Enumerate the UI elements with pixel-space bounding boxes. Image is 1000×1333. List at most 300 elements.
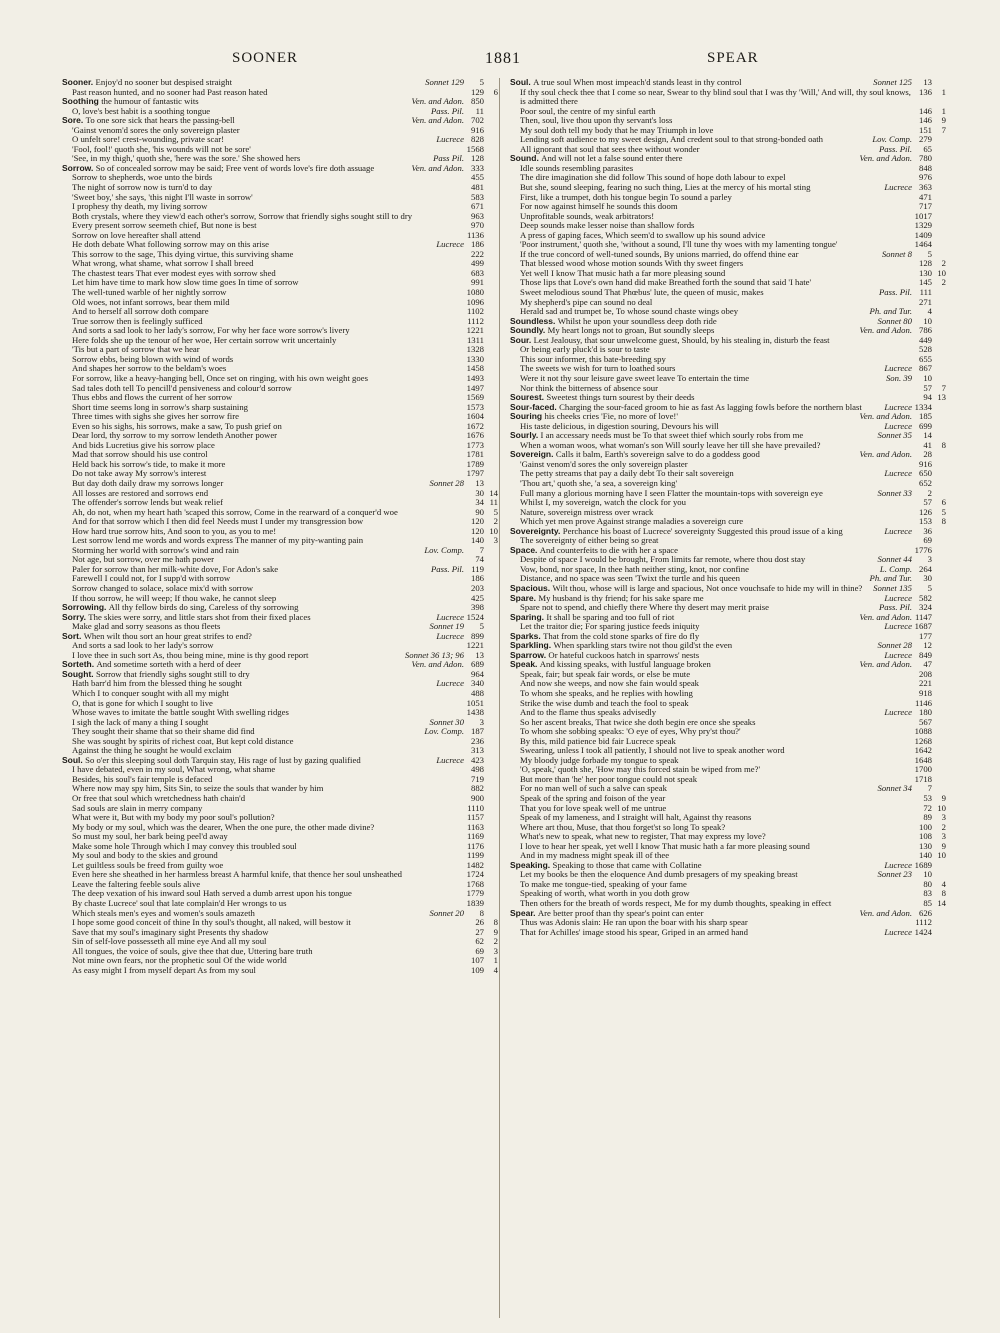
line-number: 1768 [466, 878, 484, 889]
line-number: 964 [470, 668, 484, 679]
quotation: Sorrow ebbs, being blown with wind of words [72, 353, 234, 364]
quotation: Let him have time to mark how slow time goes In time of sorrow [72, 277, 299, 288]
line-number: 111 [919, 287, 932, 298]
line-number: 1604 [466, 411, 484, 422]
quotation: This sorrow to the sage, This dying virtue, this surviving shame [72, 248, 294, 259]
quotation: The sovereignty of either being so great [520, 535, 659, 546]
headword: Spacious. [510, 582, 553, 593]
quotation: Not age, but sorrow, over me hath power [72, 554, 215, 565]
headword: Soundly. [510, 325, 548, 336]
concordance-entry [510, 88, 946, 107]
work-reference: Ven. and Adon. [409, 164, 464, 174]
quotation: I prophesy thy death, my living sorrow [72, 201, 208, 212]
line-number: 126 [918, 506, 932, 517]
secondary-line-number: 14 [937, 898, 946, 909]
headword: Soul. [510, 77, 534, 87]
secondary-line-number: 4 [941, 878, 946, 889]
line-number: 1147 [914, 611, 932, 622]
line-number: 14 [923, 430, 932, 441]
headword: Sparkling. [510, 640, 554, 651]
quotation: Despite of space I would be brought, From limits far remote, where thou dost stay [520, 554, 806, 565]
line-number: 12 [923, 640, 932, 651]
headword: Soundless. [510, 315, 558, 326]
concordance-entry [510, 928, 946, 938]
quotation: Mad that sorrow should his use control [72, 449, 208, 460]
line-number: 828 [470, 134, 484, 145]
header-left-word: SOONER [232, 50, 299, 66]
line-number: 7 [479, 544, 484, 555]
quotation: Or free that soul which wretchedness hath chain'd [72, 793, 246, 804]
quotation: Make glad and sorry seasons as thou fleets [72, 621, 221, 632]
line-number: 57 [923, 382, 932, 393]
line-number: 1497 [466, 382, 484, 393]
work-reference: Lucrece [881, 594, 912, 604]
work-reference: Sonnet 28 [874, 641, 912, 651]
quotation: Storming her world with sorrow's wind and rain [72, 544, 239, 555]
line-number: 1328 [466, 344, 484, 355]
work-reference: Lucrece [881, 183, 912, 193]
quotation: And sometime sorteth with a herd of deer [96, 659, 241, 670]
quotation: Speak of the spring and foison of the year [520, 793, 666, 804]
quotation: Speaking of worth, what worth in you doth grow [520, 888, 690, 899]
quotation: Do not take away My sorrow's interest [72, 468, 207, 479]
line-number: 107 [470, 955, 484, 966]
quotation: Deep sounds make lesser noise than shallow fords [520, 220, 695, 231]
quotation: First, like a trumpet, doth his tongue begin To sound a parley [520, 191, 732, 202]
quotation: Old woes, not infant sorrows, bear them mild [72, 296, 230, 307]
quotation: A true soul When most impeach'd stands least in thy control [533, 77, 742, 87]
line-number: 1687 [914, 621, 932, 632]
headword: Sourly. [510, 430, 541, 441]
secondary-line-number: 7 [941, 124, 946, 135]
quotation: Sweetest things turn sourest by their deeds [546, 392, 695, 403]
quotation: So of concealed sorrow may be said; Free vent of words love's fire doth assuage [95, 162, 375, 173]
line-number: 423 [470, 754, 484, 765]
quotation: Past reason hunted, and no sooner had Past reason hated [72, 86, 268, 97]
quotation: Speak, fair; but speak fair words, or else be mute [520, 668, 691, 679]
line-number: 1776 [914, 544, 932, 555]
quotation: And will not let a false sound enter there [541, 153, 683, 164]
quotation: Lest Jealousy, that sour unwelcome guest, Should, by his stealing in, disturb the feast [533, 334, 830, 345]
quotation: Perchance his boast of Lucrece' sovereignty Suggested this proud issue of a king [562, 525, 843, 536]
quotation: Lest sorrow lend me words and words express The manner of my pity-wanting pain [72, 535, 364, 546]
line-number: 652 [918, 477, 932, 488]
line-number: 7 [927, 783, 932, 794]
quotation: Sad tales doth tell To pencill'd pensiveness and colour'd sorrow [72, 382, 292, 393]
line-number: 1088 [914, 726, 932, 737]
line-number: 900 [470, 793, 484, 804]
secondary-line-number: 3 [941, 812, 946, 823]
quotation: 'Tis but a part of sorrow that we hear [72, 344, 200, 355]
column-divider [499, 78, 500, 1318]
quotation: Nature, sovereign mistress over wrack [520, 506, 654, 517]
secondary-line-number: 8 [941, 439, 946, 450]
quotation: I have debated, even in my soul, What wrong, what shame [72, 764, 276, 775]
line-number: 1330 [466, 353, 484, 364]
quotation: Nor think the bitterness of absence sour [520, 382, 658, 393]
quotation: And to the flame thus speaks advisedly [520, 707, 657, 718]
work-reference: Lucrece [881, 708, 912, 718]
quotation: Let my books be then the eloquence And dumb presagers of my speaking breast [520, 869, 798, 880]
quotation: The chastest tears That ever modest eyes with sorrow shed [72, 267, 276, 278]
line-number: 1464 [914, 239, 932, 250]
line-number: 10 [923, 869, 932, 880]
line-number: 109 [470, 964, 484, 975]
headword: Sorry. [62, 611, 89, 622]
line-number: 65 [923, 143, 932, 154]
quotation: Dear lord, thy sorrow to my sorrow lendeth Another power [72, 430, 278, 441]
headword: Sour-faced. [510, 401, 560, 412]
line-number: 222 [470, 248, 484, 259]
secondary-line-number: 3 [493, 535, 498, 546]
quotation: Let the traitor die; For sparing justice feeds iniquity [520, 621, 700, 632]
quotation: Charging the sour-faced groom to hie as fast As lagging fowls before the northern blast [559, 401, 862, 412]
line-number: 582 [918, 592, 932, 603]
line-number: 671 [470, 201, 484, 212]
work-reference: Sonnet 20 [426, 909, 464, 919]
work-reference: Sonnet 35 [874, 431, 912, 441]
line-number: 1573 [466, 401, 484, 412]
headword: Sparing. [510, 611, 547, 622]
line-number: 1779 [466, 888, 484, 899]
work-reference: Sonnet 80 [874, 317, 912, 327]
line-number: 1781 [466, 449, 484, 460]
page-header [0, 50, 1000, 74]
line-number: 481 [470, 182, 484, 193]
work-reference: Lucrece [433, 679, 464, 689]
line-number: 1493 [466, 372, 484, 383]
line-number: 1700 [914, 764, 932, 775]
quotation: But more than 'he' her poor tongue could not speak [520, 773, 698, 784]
line-number: 5 [479, 77, 484, 87]
quotation: Were it not thy sour leisure gave sweet leave To entertain the time [520, 372, 750, 383]
quotation: The dire imagination she did follow This sound of hope doth labour to expel [520, 172, 786, 183]
quotation: Which yet men prove Against strange maladies a sovereign cure [520, 516, 744, 527]
quotation: Whose waves to imitate the battle sought With swelling ridges [72, 707, 289, 718]
quotation: My soul doth tell my body that he may Triumph in love [520, 124, 714, 135]
secondary-line-number: 2 [941, 258, 946, 269]
secondary-line-number: 10 [937, 267, 946, 278]
secondary-line-number: 8 [941, 516, 946, 527]
line-number: 57 [923, 497, 932, 508]
left-column [62, 78, 498, 975]
work-reference: Lucrece [433, 756, 464, 766]
quotation: And in my madness might speak ill of thee [520, 850, 670, 861]
quotation: And to herself all sorrow doth compare [72, 306, 209, 317]
line-number: 991 [470, 277, 484, 288]
work-reference: Sonnet 125 [870, 78, 912, 88]
work-reference: Lucrece [881, 928, 912, 938]
headword: Sought. [62, 668, 96, 679]
quotation: Which I to conquer sought with all my might [72, 688, 229, 698]
work-reference: Lucrece [881, 861, 912, 871]
quotation: She was sought by spirits of richest coat, But kept cold distance [72, 735, 294, 746]
line-number: 528 [918, 344, 932, 355]
quotation: Or being early pluck'd is sour to taste [520, 344, 650, 355]
quotation: For sorrow, like a heavy-hanging bell, Once set on ringing, with his own weight goes [72, 372, 368, 383]
quotation: So o'er this sleeping soul doth Tarquin stay, His rage of lust by gazing qualified [85, 754, 361, 765]
line-number: 471 [918, 191, 932, 202]
work-reference: Lucrece [881, 469, 912, 479]
quotation: Not mine own fears, nor the prophetic soul Of the wide world [72, 955, 287, 966]
secondary-line-number: 1 [941, 105, 946, 116]
quotation: The sweets we wish for turn to loathed sours [520, 363, 676, 374]
line-number: 699 [918, 420, 932, 431]
quotation: 'Thou art,' quoth she, 'a sea, a sovereign king' [520, 477, 678, 488]
quotation: When sparkling stars twire not thou gild'st the even [553, 640, 733, 651]
line-number: 130 [918, 267, 932, 278]
line-number: 1169 [466, 831, 484, 842]
line-number: 1136 [466, 229, 484, 240]
line-number: 1221 [466, 325, 484, 336]
work-reference: Sonnet 36 13; 96 [402, 651, 464, 661]
line-number: 567 [918, 716, 932, 727]
quotation: My shepherd's pipe can sound no deal [520, 296, 653, 307]
quotation: the humour of fantastic wits [101, 96, 199, 107]
line-number: 128 [918, 258, 932, 269]
headword: Space. [510, 544, 540, 555]
quotation: When wilt thou sort an hour great strifes to end? [83, 630, 252, 641]
line-number: 13 [475, 649, 484, 660]
line-number: 85 [923, 898, 932, 909]
quotation: Sweet melodious sound That Phœbus' lute, the queen of music, makes [520, 287, 764, 298]
secondary-line-number: 9 [941, 840, 946, 851]
line-number: 140 [470, 535, 484, 546]
line-number: 963 [470, 210, 484, 221]
secondary-line-number: 3 [493, 945, 498, 956]
work-reference: Pass Pil. [430, 154, 464, 164]
quotation: Where now may spy him, Sits Sin, to seize the souls that wander by him [72, 783, 324, 794]
line-number: 849 [918, 649, 932, 660]
quotation: 'Sweet boy,' she says, 'this night I'll waste in sorrow' [72, 191, 253, 202]
line-number: 455 [470, 172, 484, 183]
line-number: 136 [918, 86, 932, 97]
work-reference: Ph. and Tur. [867, 574, 912, 584]
work-reference: Ven. and Adon. [857, 613, 912, 623]
secondary-line-number: 9 [941, 793, 946, 804]
work-reference: Son. 39 [883, 374, 912, 384]
quotation: For now against himself he sounds this doom [520, 201, 678, 212]
line-number: 1268 [914, 735, 932, 746]
line-number: 13 [923, 77, 932, 87]
work-reference: Sonnet 34 [874, 784, 912, 794]
line-number: 1112 [915, 917, 932, 928]
quotation: 'See, in my thigh,' quoth she, 'here was the sore.' She showed hers [72, 153, 301, 164]
quotation: Besides, his soul's fair temple is defaced [72, 773, 213, 784]
quotation: This sour informer, this bate-breeding spy [520, 353, 666, 364]
line-number: 449 [918, 334, 932, 345]
quotation: Sorrow on love hereafter shall attend [72, 229, 201, 240]
line-number: 10 [923, 372, 932, 383]
line-number: 1689 [914, 859, 932, 870]
headword: Sparks. [510, 630, 544, 641]
line-number: 53 [923, 793, 932, 804]
line-number: 1568 [466, 143, 484, 154]
headword: Spear. [510, 907, 538, 918]
secondary-line-number: 2 [493, 936, 498, 947]
line-number: 8 [479, 907, 484, 918]
headword: Sparrow. [510, 649, 549, 660]
quotation: his cheeks cries 'Fie, no more of love!' [544, 411, 678, 422]
line-number: 918 [918, 688, 932, 698]
work-reference: Ven. and Adon. [857, 326, 912, 336]
secondary-line-number: 10 [489, 525, 498, 536]
quotation: O, love's best habit is a soothing tongue [72, 105, 211, 116]
line-number: 36 [923, 525, 932, 536]
headword: Sorrowing. [62, 602, 109, 613]
line-number: 583 [470, 191, 484, 202]
quotation: What wrong, what shame, what sorrow I shall breed [72, 258, 254, 269]
secondary-line-number: 3 [941, 831, 946, 842]
headword: Sore. [62, 115, 86, 126]
work-reference: Ven. and Adon. [409, 97, 464, 107]
quotation: O unfelt sore! crest-wounding, private scar! [72, 134, 224, 145]
work-reference: Ph. and Tur. [867, 307, 912, 317]
line-number: 203 [470, 582, 484, 593]
line-number: 786 [918, 325, 932, 336]
line-number: 333 [470, 162, 484, 173]
secondary-line-number: 9 [493, 926, 498, 937]
quotation: I love thee in such sort As, thou being mine, mine is thy good report [72, 649, 309, 660]
quotation: 'Poor instrument,' quoth she, 'without a sound, I'll tune thy woes with my lamenting tongue' [520, 239, 838, 250]
work-reference: Lucrece [881, 403, 912, 413]
line-number: 5 [479, 621, 484, 632]
work-reference: Pass. Pil. [876, 145, 912, 155]
quotation: And shapes her sorrow to the beldam's woes [72, 363, 227, 374]
line-number: 916 [470, 124, 484, 135]
quotation: The deep vexation of his inward soul Hath served a dumb arrest upon his tongue [72, 888, 352, 899]
line-number: 129 [470, 86, 484, 97]
quotation: Wilt thou, whose will is large and spacious, Not once vouchsafe to hide my will in thine? [552, 582, 863, 593]
line-number: 41 [923, 439, 932, 450]
work-reference: Lucrece [881, 422, 912, 432]
quotation: O, that is gone for which I sought to live [72, 697, 213, 708]
line-number: 236 [470, 735, 484, 746]
quotation: To make me tongue-tied, speaking of your fame [520, 878, 687, 889]
secondary-line-number: 5 [493, 506, 498, 517]
secondary-line-number: 6 [941, 497, 946, 508]
quotation: Thus ebbs and flows the current of her sorrow [72, 392, 233, 403]
work-reference: Sonnet 8 [879, 250, 912, 260]
line-number: 5 [927, 582, 932, 593]
line-number: 62 [475, 936, 484, 947]
quotation: Those lips that Love's own hand did make Breathed forth the sound that said 'I hate' [520, 277, 812, 288]
line-number: 153 [918, 516, 932, 527]
line-number: 186 [470, 239, 484, 250]
line-number: 69 [923, 535, 932, 546]
line-number: 28 [923, 449, 932, 460]
line-number: 1789 [466, 458, 484, 469]
line-number: 83 [923, 888, 932, 899]
line-number: 702 [470, 115, 484, 126]
quotation: Calls it balm, Earth's sovereign salve to do a goddess good [555, 449, 760, 460]
secondary-line-number: 2 [941, 821, 946, 832]
quotation: The well-tuned warble of her nightly sorrow [72, 287, 227, 298]
secondary-line-number: 8 [941, 888, 946, 899]
right-column [510, 78, 946, 937]
quotation: Then others for the breath of words respect, Me for my dumb thoughts, speaking in effect [520, 898, 832, 909]
line-number: 1676 [466, 430, 484, 441]
work-reference: Lov. Comp. [869, 135, 912, 145]
headword: Sooner. [62, 77, 96, 87]
quotation: Make some hole Through which I may convey this troubled soul [72, 840, 297, 851]
quotation: To whom she sobbing speaks: 'O eye of eyes, Why pry'st thou?' [520, 726, 741, 737]
quotation: Hath barr'd him from the blessed thing he sought [72, 678, 242, 689]
work-reference: Lucrece [433, 613, 464, 623]
headword: Soothing [62, 96, 102, 107]
quotation: Sorrow that friendly sighs sought still to dry [96, 668, 250, 679]
headword: Speak. [510, 659, 540, 670]
line-number: 180 [918, 707, 932, 718]
line-number: 1438 [466, 707, 484, 718]
quotation: Full many a glorious morning have I seen Flatter the mountain-tops with sovereign eye [520, 487, 823, 498]
work-reference: Sonnet 135 [870, 584, 912, 594]
quotation: Save that my soul's imaginary sight Presents thy shadow [72, 926, 269, 937]
quotation: Spare not to spend, and chiefly there Where thy desert may merit praise [520, 602, 770, 613]
work-reference: Ven. and Adon. [857, 412, 912, 422]
line-number: 80 [923, 878, 932, 889]
quotation: Idle sounds resembling parasites [520, 162, 634, 173]
line-number: 2 [927, 487, 932, 498]
quotation: 'O, speak,' quoth she, 'How may this forced stain be wiped from me?' [520, 764, 761, 775]
line-number: 271 [918, 296, 932, 307]
headword: Sorrow. [62, 162, 96, 173]
line-number: 74 [475, 554, 484, 565]
secondary-line-number: 1 [493, 955, 498, 966]
quotation: And now she weeps, and now she fain would speak [520, 678, 700, 689]
quotation: The petty streams that pay a daily debt To their salt sovereign [520, 468, 734, 479]
quotation: I sigh the lack of many a thing I sought [72, 716, 209, 727]
quotation: 'Gainst venom'd sores the only sovereign plaster [520, 458, 688, 469]
quotation: If thou sorrow, he will weep; If thou wake, he cannot sleep [72, 592, 277, 603]
entry-text [510, 928, 912, 938]
quotation: But day doth daily draw my sorrows longer [72, 477, 224, 488]
quotation: When a woman woos, what woman's son Will sourly leave her till she have prevailed? [520, 439, 821, 450]
quotation: Poor soul, the centre of my sinful earth [520, 105, 656, 116]
line-number: 1163 [466, 821, 484, 832]
quotation: Lending soft audience to my sweet design, And credent soul to that strong-bonded oath [520, 134, 824, 145]
quotation: I an accessary needs must be To that sweet thief which sourly robs from me [540, 430, 804, 441]
line-number: 120 [470, 516, 484, 527]
secondary-line-number: 11 [489, 497, 498, 508]
quotation: Sorrow to shepherds, woe unto the birds [72, 172, 213, 183]
quotation: Leave the faltering feeble souls alive [72, 878, 201, 889]
secondary-line-number: 13 [937, 392, 946, 403]
line-number: 324 [918, 602, 932, 613]
secondary-line-number: 2 [493, 516, 498, 527]
secondary-line-number: 1 [941, 86, 946, 97]
quotation: What were it, But with my body my poor soul's pollution? [72, 812, 275, 823]
quotation: All losses are restored and sorrows end [72, 487, 209, 498]
entry-text [62, 966, 464, 976]
line-number: 340 [470, 678, 484, 689]
work-reference: Ven. and Adon. [857, 660, 912, 670]
quotation: And kissing speaks, with lustful language broken [539, 659, 711, 670]
line-number: 850 [470, 96, 484, 107]
line-number: 970 [470, 220, 484, 231]
quotation: My heart longs not to groan, But soundly sleeps [547, 325, 715, 336]
quotation: That you for love speak well of me untrue [520, 802, 667, 813]
line-number: 717 [918, 201, 932, 212]
line-number: 1199 [466, 850, 484, 861]
work-reference: Sonnet 44 [874, 555, 912, 565]
line-number: 1080 [466, 287, 484, 298]
line-number: 30 [923, 573, 932, 584]
work-reference: Ven. and Adon. [857, 909, 912, 919]
headword: Sort. [62, 630, 84, 641]
line-number: 1773 [466, 439, 484, 450]
quotation: So her ascent breaks, That twice she doth begin ere once she speaks [520, 716, 756, 727]
